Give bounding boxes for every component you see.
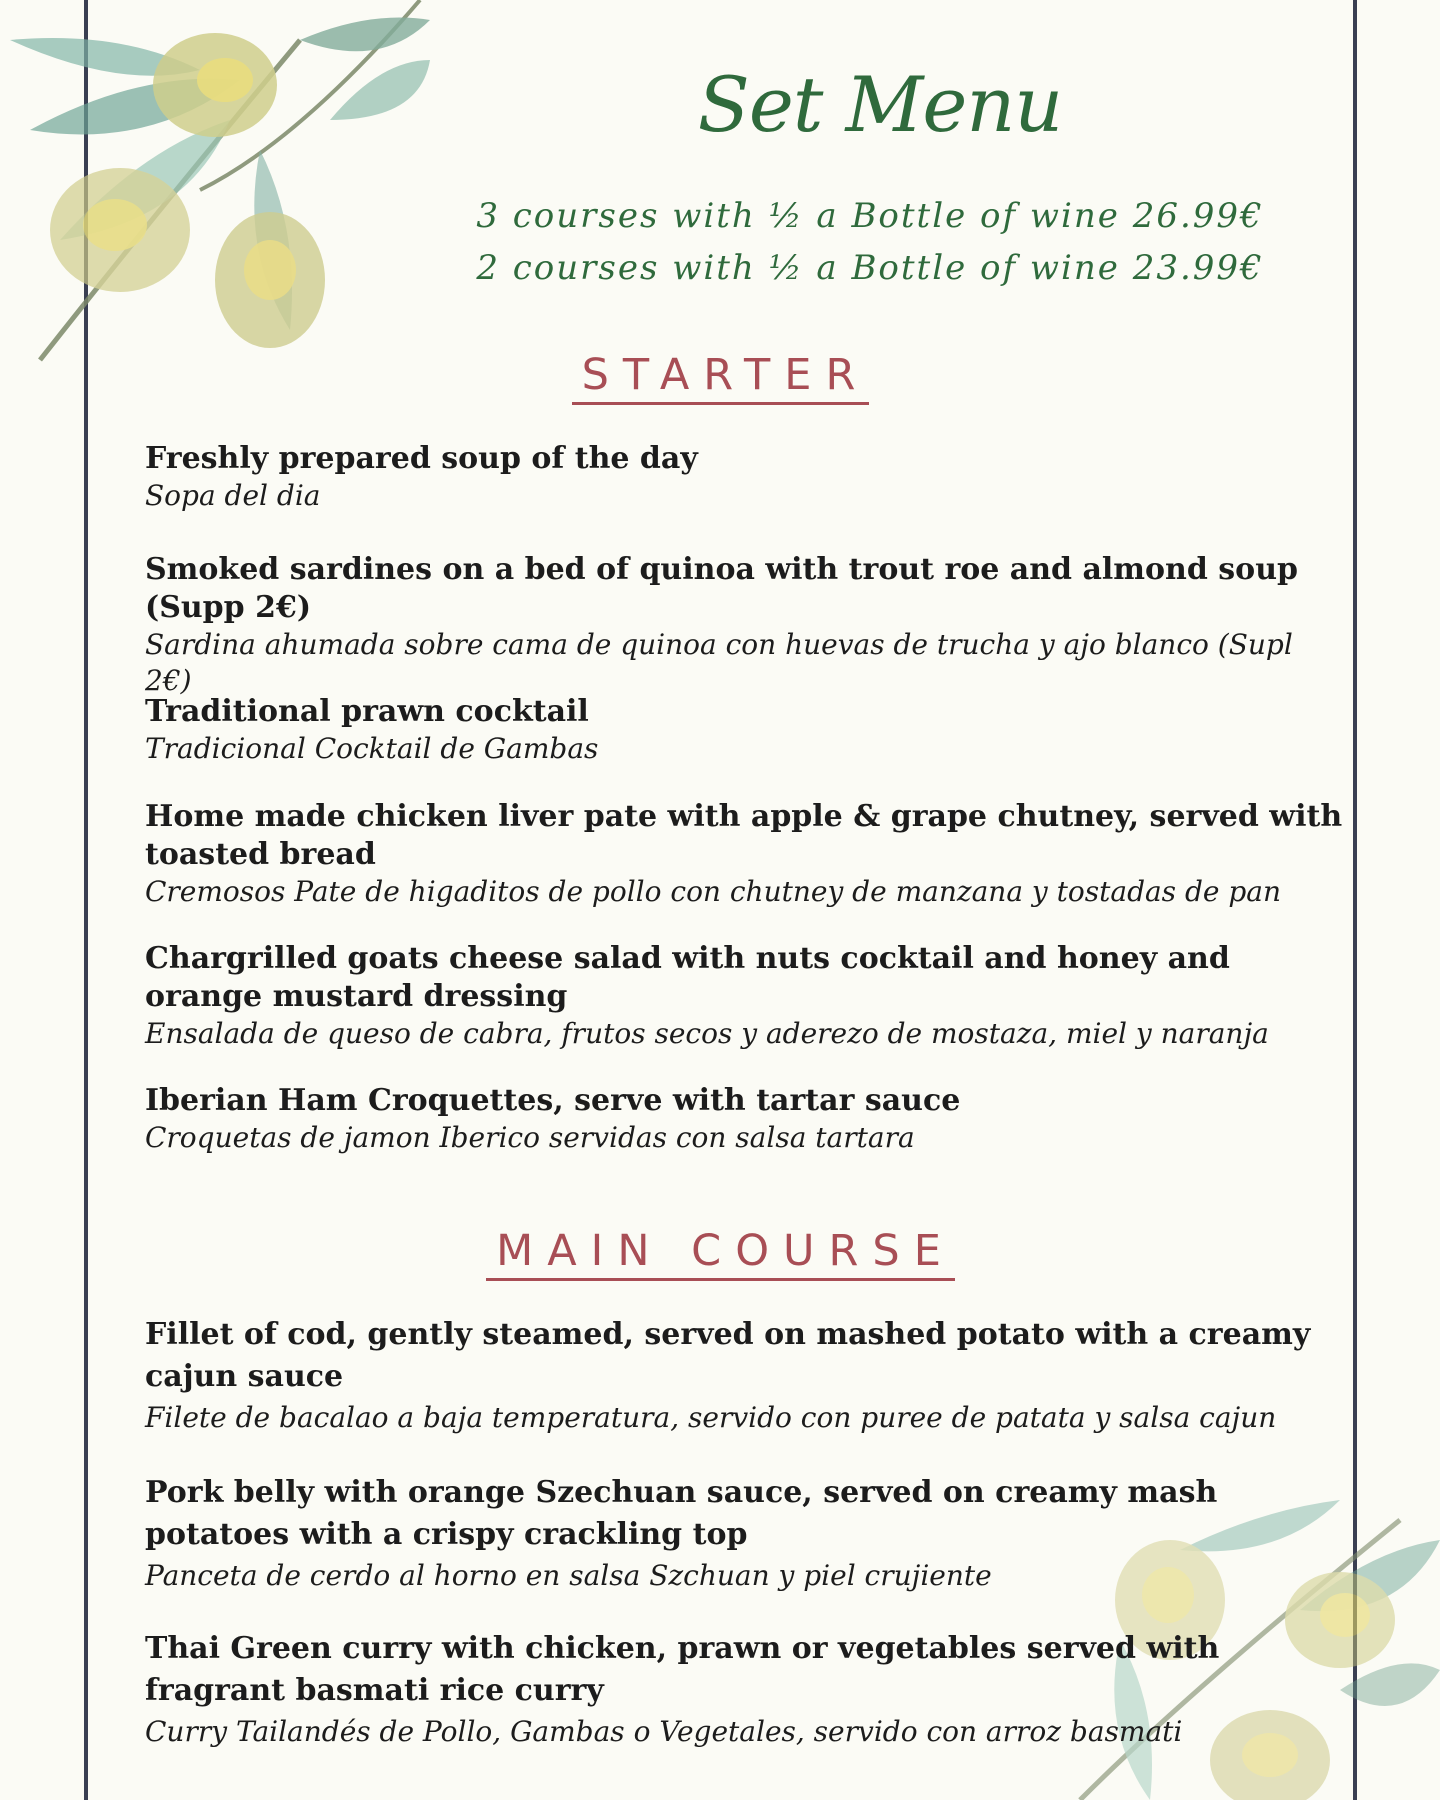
dish-name-en: Traditional prawn cocktail	[145, 694, 589, 729]
dish-name-es: Croquetas de jamon Iberico servidas con salsa tartara	[145, 1121, 915, 1154]
dish-name-en: Freshly prepared soup of the day	[145, 441, 698, 476]
dish-name-es: Curry Tailandés de Pollo, Gambas o Vegetales, servido con arroz basmati	[145, 1715, 1183, 1748]
section-heading-label: STARTER	[572, 350, 870, 405]
dish-name-en: Chargrilled goats cheese salad with nuts cocktail and honey and orange mustard dressing	[145, 941, 1230, 1014]
menu-item	[145, 1082, 1345, 1156]
section-heading-label: MAIN COURSE	[486, 1226, 955, 1281]
menu-item	[145, 1472, 1345, 1596]
dish-name-es: Ensalada de queso de cabra, frutos secos y aderezo de mostaza, miel y naranja	[145, 1017, 1269, 1050]
menu-item	[145, 1314, 1345, 1438]
dish-name-es: Cremosos Pate de higaditos de pollo con chutney de manzana y tostadas de pan	[145, 875, 1281, 908]
dish-name-en: Fillet of cod, gently steamed, served on mashed potato with a creamy cajun sauce	[145, 1317, 1311, 1394]
dish-name-es: Panceta de cerdo al horno en salsa Szchuan y piel crujiente	[145, 1559, 992, 1592]
olive-branch-icon	[0, 0, 440, 370]
dish-name-es: Sopa del dia	[145, 479, 321, 512]
menu-item	[145, 940, 1345, 1052]
dish-name-en: Iberian Ham Croquettes, serve with tartar sauce	[145, 1083, 961, 1118]
dish-name-es: Sardina ahumada sobre cama de quinoa con huevas de trucha y ajo blanco (Supl 2€)	[145, 628, 1293, 697]
menu-item	[145, 693, 1345, 767]
dish-name-en: Thai Green curry with chicken, prawn or vegetables served with fragrant basmati rice curry	[145, 1631, 1220, 1708]
dish-name-en: Pork belly with orange Szechuan sauce, served on creamy mash potatoes with a crispy crackling top	[145, 1475, 1218, 1552]
menu-title: Set Menu	[697, 60, 1063, 149]
section-heading-main-course	[88, 1226, 1353, 1276]
dish-name-es: Filete de bacalao a baja temperatura, servido con puree de patata y salsa cajun	[145, 1401, 1277, 1434]
price-line-2-courses: 2 courses with ½ a Bottle of wine 23.99€	[476, 248, 1264, 288]
price-line-3-courses: 3 courses with ½ a Bottle of wine 26.99€	[476, 196, 1264, 236]
menu-item	[145, 798, 1345, 910]
menu-item	[145, 551, 1345, 699]
dish-name-en: Smoked sardines on a bed of quinoa with trout roe and almond soup (Supp 2€)	[145, 552, 1298, 625]
menu-item	[145, 440, 1345, 514]
menu-item	[145, 1628, 1345, 1752]
dish-name-es: Tradicional Cocktail de Gambas	[145, 732, 599, 765]
dish-name-en: Home made chicken liver pate with apple & grape chutney, served with toasted bread	[145, 799, 1343, 872]
section-heading-starter	[88, 350, 1353, 400]
